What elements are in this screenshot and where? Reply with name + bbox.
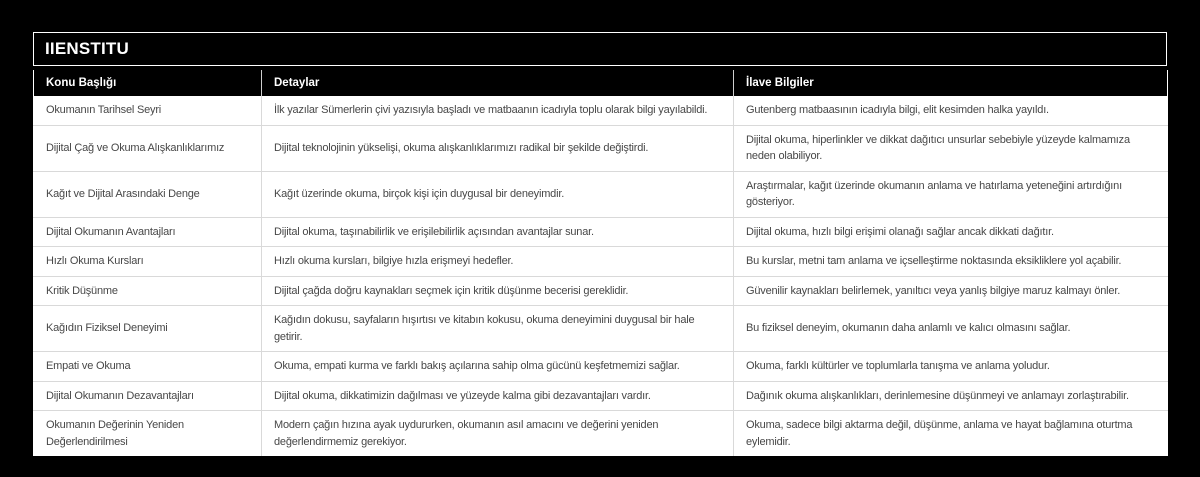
table-row: [34, 96, 1168, 125]
table-row: [34, 125, 1168, 171]
cell-detaylar: Dijital çağda doğru kaynakları seçmek için kritik düşünme becerisi gereklidir.: [262, 276, 734, 306]
cell-detaylar: Dijital okuma, taşınabilirlik ve erişilebilirlik açısından avantajlar sunar.: [262, 217, 734, 247]
reading-topics-table: [33, 70, 1168, 456]
table-body: [34, 96, 1168, 456]
table-row: [34, 247, 1168, 277]
cell-detaylar: Dijital okuma, dikkatimizin dağılması ve yüzeyde kalma gibi dezavantajları vardır.: [262, 381, 734, 411]
table-row: [34, 276, 1168, 306]
cell-konu-basligi: Dijital Çağ ve Okuma Alışkanlıklarımız: [34, 125, 262, 171]
cell-detaylar: Dijital teknolojinin yükselişi, okuma alışkanlıklarımızı radikal bir şekilde değiştirdi.: [262, 125, 734, 171]
content-panel: [33, 32, 1167, 456]
cell-ilave-bilgiler: Okuma, farklı kültürler ve toplumlarla tanışma ve anlama yoludur.: [734, 352, 1168, 382]
column-header-ilave-bilgiler: İlave Bilgiler: [734, 70, 1168, 96]
cell-ilave-bilgiler: Araştırmalar, kağıt üzerinde okumanın anlama ve hatırlama yeteneğini artırdığını gösteriyor.: [734, 171, 1168, 217]
table-row: [34, 306, 1168, 352]
cell-detaylar: Modern çağın hızına ayak uydururken, okumanın asıl amacını ve değerini yeniden değerlendirmemiz gerekiyor.: [262, 411, 734, 457]
cell-konu-basligi: Okumanın Tarihsel Seyri: [46, 104, 162, 116]
cell-konu-basligi: Dijital Okumanın Dezavantajları: [34, 381, 262, 411]
table-row: [34, 381, 1168, 411]
cell-ilave-bilgiler: Bu kurslar, metni tam anlama ve içselleştirme noktasında eksikliklere yol açabilir.: [734, 247, 1168, 277]
cell-detaylar: İlk yazılar Sümerlerin çivi yazısıyla başladı ve matbaanın icadıyla toplu olarak bilgi yayılabildi.: [262, 96, 734, 125]
cell-ilave-bilgiler: Dağınık okuma alışkanlıkları, derinlemesine düşünmeyi ve anlamayı zorlaştırabilir.: [734, 381, 1168, 411]
cell-ilave-bilgiler: Dijital okuma, hızlı bilgi erişimi olanağı sağlar ancak dikkati dağıtır.: [734, 217, 1168, 247]
cell-konu-basligi: Kritik Düşünme: [34, 276, 262, 306]
cell-detaylar: Hızlı okuma kursları, bilgiye hızla erişmeyi hedefler.: [262, 247, 734, 277]
cell-ilave-bilgiler: Dijital okuma, hiperlinkler ve dikkat dağıtıcı unsurlar sebebiyle yüzeyde kalmamıza neden olabiliyor.: [734, 125, 1168, 171]
cell-konu-basligi: Empati ve Okuma: [34, 352, 262, 382]
cell-konu-basligi: Okumanın Değerinin Yeniden Değerlendirilmesi: [34, 411, 262, 457]
cell-detaylar: Okuma, empati kurma ve farklı bakış açılarına sahip olma gücünü keşfetmemizi sağlar.: [262, 352, 734, 382]
cell-ilave-bilgiler: Bu fiziksel deneyim, okumanın daha anlamlı ve kalıcı olmasını sağlar.: [734, 306, 1168, 352]
table-row: [34, 352, 1168, 382]
cell-detaylar: Kağıt üzerinde okuma, birçok kişi için duygusal bir deneyimdir.: [262, 171, 734, 217]
table-header: [34, 70, 1168, 96]
column-header-konu-basligi: Konu Başlığı: [34, 70, 262, 96]
table-row: [34, 411, 1168, 457]
column-header-detaylar: Detaylar: [262, 70, 734, 96]
cell-konu-basligi: Kağıt ve Dijital Arasındaki Denge: [34, 171, 262, 217]
cell-konu-basligi: Kağıdın Fiziksel Deneyimi: [34, 306, 262, 352]
cell-ilave-bilgiler: Gutenberg matbaasının icadıyla bilgi, elit kesimden halka yayıldı.: [734, 96, 1168, 125]
brand-title: IIENSTITU: [45, 39, 129, 58]
table-row: [34, 171, 1168, 217]
table-header-row: [34, 70, 1168, 96]
table-row: [34, 217, 1168, 247]
cell-detaylar: Kağıdın dokusu, sayfaların hışırtısı ve kitabın kokusu, okuma deneyimini duygusal bir hale getirir.: [262, 306, 734, 352]
brand-header: [33, 32, 1167, 66]
cell-ilave-bilgiler: Okuma, sadece bilgi aktarma değil, düşünme, anlama ve hayat bağlamına oturtma eylemidir.: [734, 411, 1168, 457]
cell-ilave-bilgiler: Güvenilir kaynakları belirlemek, yanıltıcı veya yanlış bilgiye maruz kalmayı önler.: [734, 276, 1168, 306]
cell-konu-basligi: Hızlı Okuma Kursları: [34, 247, 262, 277]
cell-konu-basligi: Dijital Okumanın Avantajları: [34, 217, 262, 247]
